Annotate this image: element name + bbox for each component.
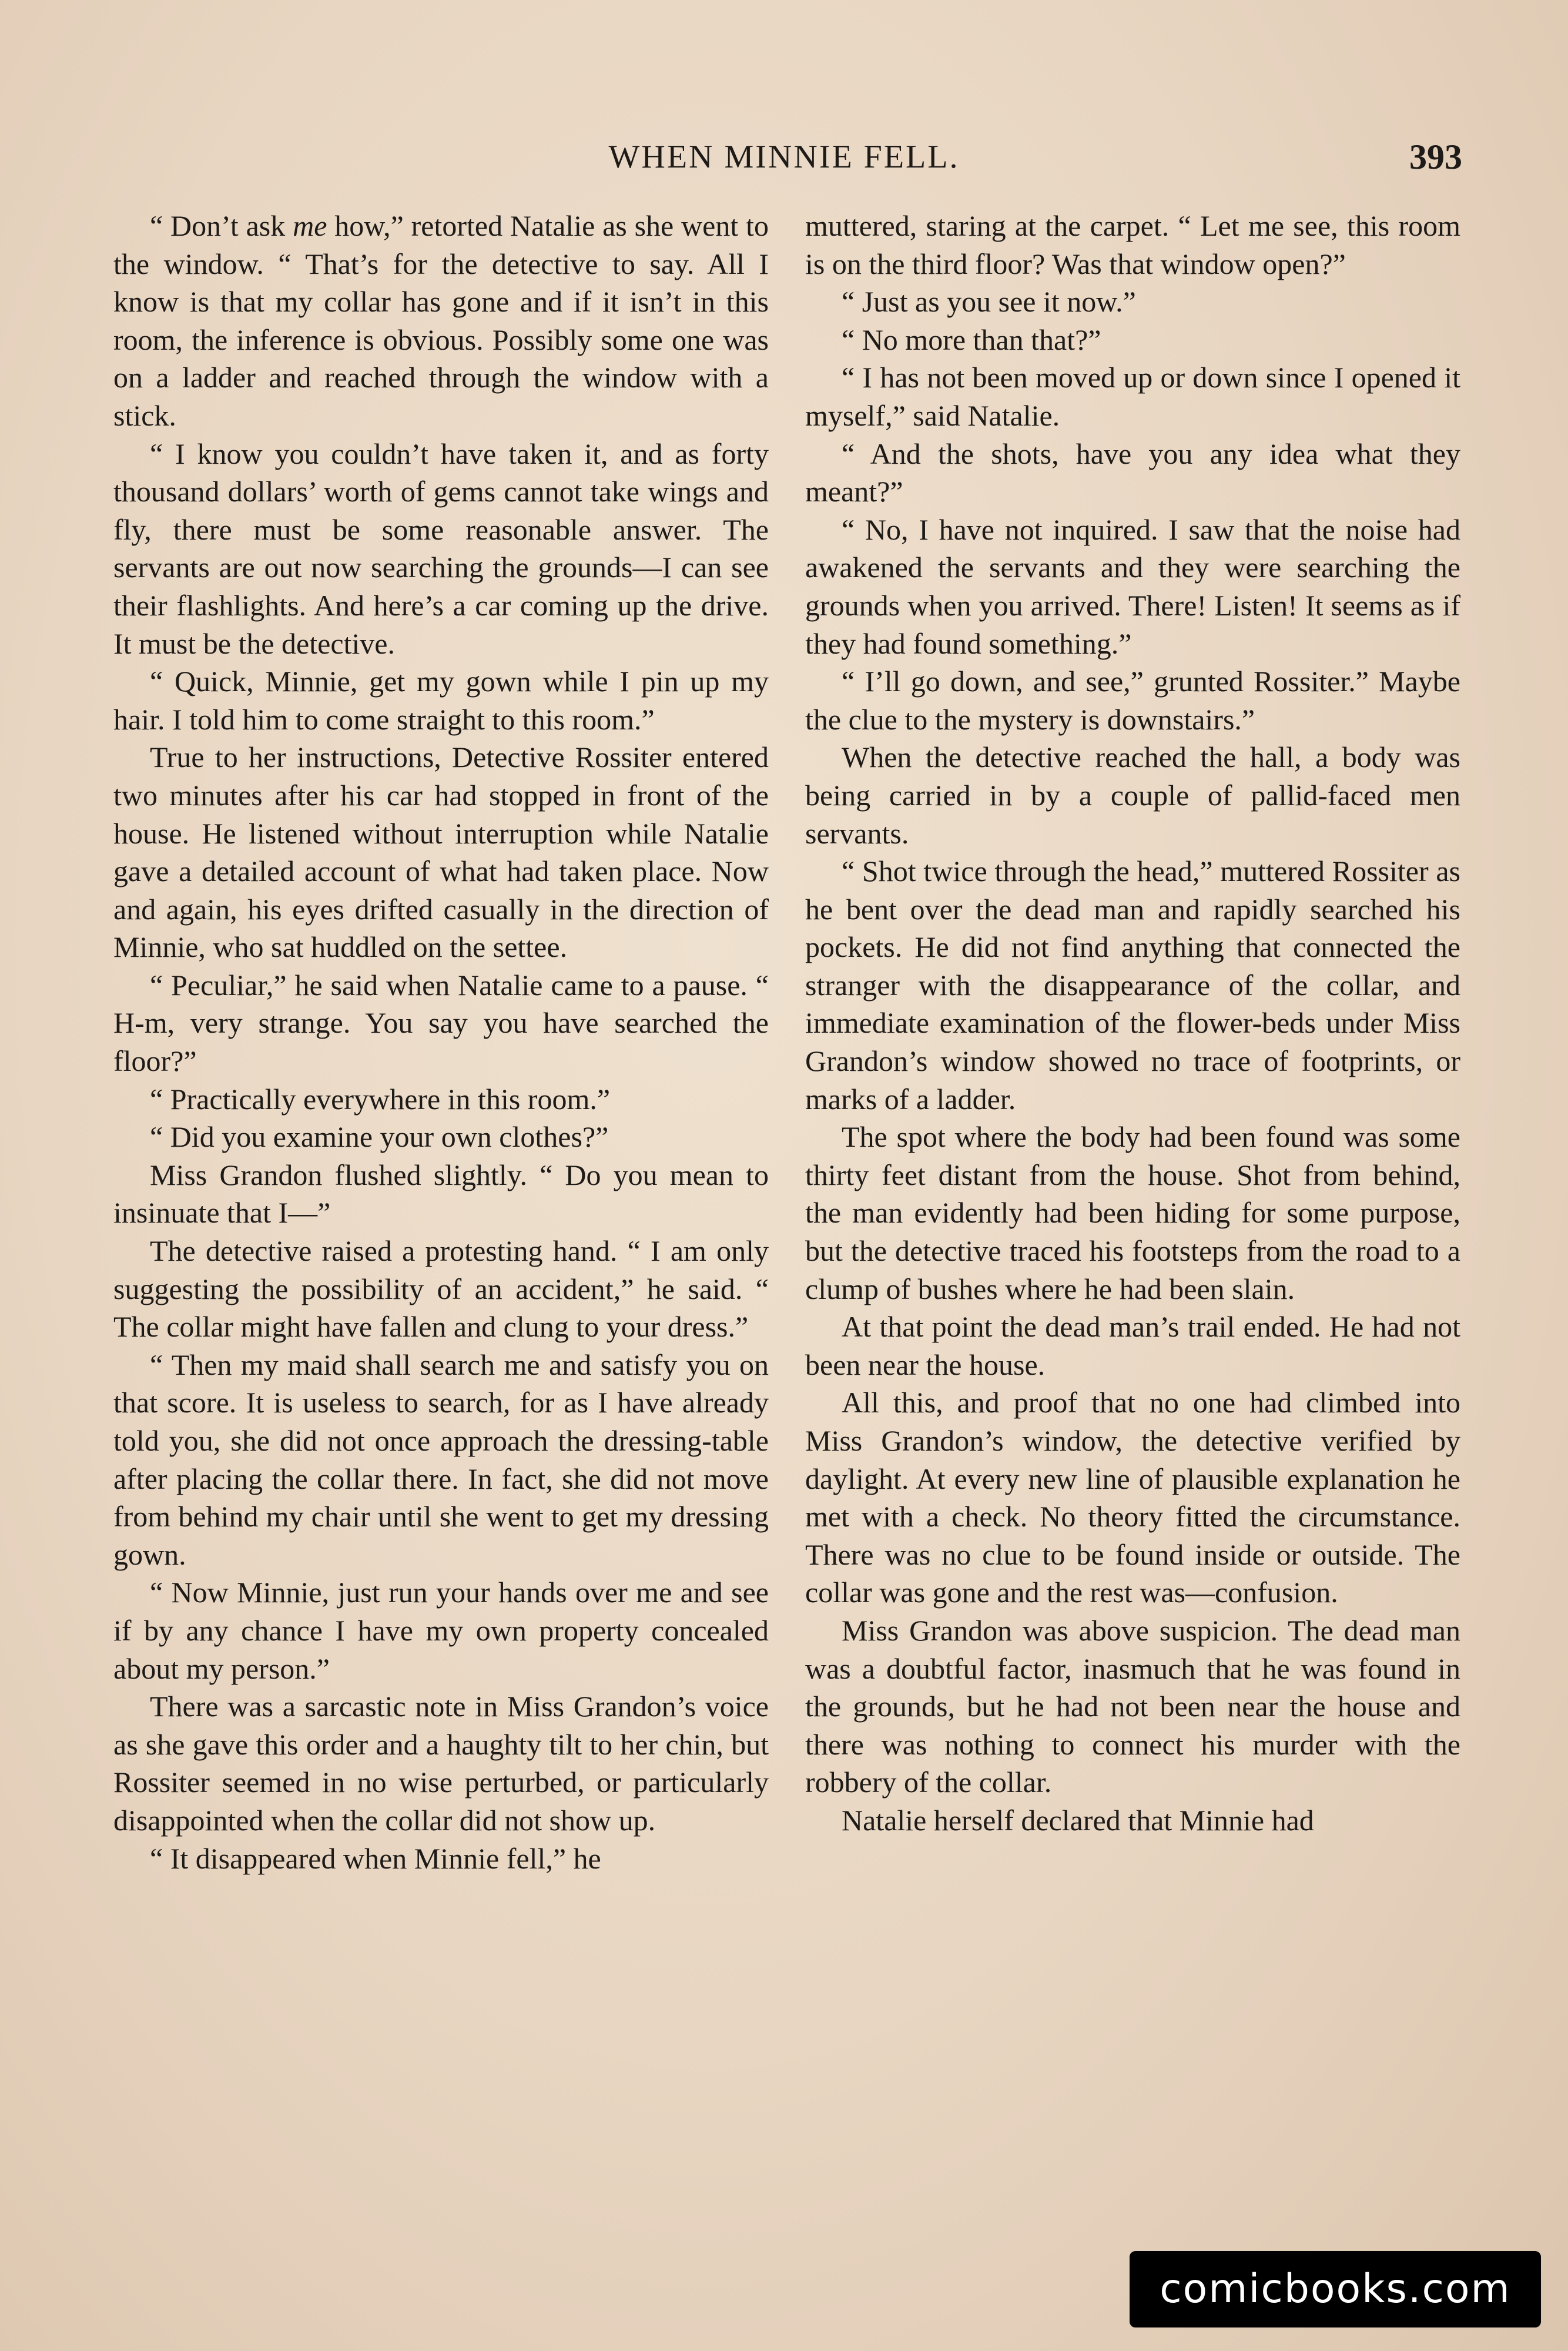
running-head <box>0 130 1568 183</box>
paragraph: “ Did you examine your own clothes?” <box>150 1120 609 1154</box>
site-watermark <box>1130 2251 1541 2327</box>
paragraph: “ I has not been moved up or down since I opened it myself,” said Natalie. <box>805 361 1460 432</box>
paragraph: Miss Grandon flushed slightly. “ Do you mean to insinuate that I—” <box>113 1158 769 1230</box>
paragraph: Miss Grandon was above suspicion. The dead man was a doubtful factor, inasmuch that he was found in the grounds, but he had not been near the house and there was nothing to connect his murder with the robbery of the collar. <box>805 1613 1460 1799</box>
paragraph: “ Peculiar,” he said when Natalie came to a pause. “ H-m, very strange. You say you have searched the floor?” <box>113 968 769 1078</box>
paragraph: “ I know you couldn’t have taken it, and as forty thousand dollars’ worth of gems cannot take wings and fly, there must be some reasonable answer. The servants are out now searching the grounds—I can see their flashlights. And here’s a car coming up the drive. It must be the detective. <box>113 437 769 660</box>
paragraph: “ Just as you see it now.” <box>842 285 1136 319</box>
paragraph: muttered, staring at the carpet. “ Let me see, this room is on the third floor? Was that window open?” <box>805 209 1460 280</box>
paragraph: “ Now Minnie, just run your hands over me and see if by any chance I have my own property concealed about my person.” <box>113 1576 769 1685</box>
watermark-text: comicbooks.com <box>1160 2266 1511 2312</box>
text-column-left <box>113 207 769 1877</box>
paragraph: The spot where the body had been found was some thirty feet distant from the house. Shot from behind, the man evidently had been hiding for some purpose, but the detective traced his footsteps from the road to a clump of bushes where he had been slain. <box>805 1120 1460 1305</box>
text-column-right <box>805 207 1460 1840</box>
running-title: WHEN MINNIE FELL. <box>608 139 960 175</box>
paragraph: True to her instructions, Detective Rossiter entered two minutes after his car had stopped in front of the house. He listened without interruption while Natalie gave a detailed account of what had taken place. Now and again, his eyes drifted casually in the direction of Minnie, who sat huddled on the settee. <box>113 741 769 964</box>
paragraph: “ And the shots, have you any idea what they meant?” <box>805 437 1460 508</box>
paragraph: “ Quick, Minnie, get my gown while I pin up my hair. I told him to come straight to this room.” <box>113 665 769 736</box>
paragraph: “ Practically everywhere in this room.” <box>150 1082 611 1116</box>
paragraph: Natalie herself declared that Minnie had <box>842 1803 1314 1837</box>
paragraph: All this, and proof that no one had climbed into Miss Grandon’s window, the detective verified by daylight. At every new line of plausible explanation he met with a check. No theory fitted the circumstance. There was no clue to be found inside or outside. The collar was gone and the rest was—confusion. <box>805 1386 1460 1609</box>
paragraph: When the detective reached the hall, a body was being carried in by a couple of pallid-faced men servants. <box>805 741 1460 850</box>
paragraph: “ No, I have not inquired. I saw that the noise had awakened the servants and they were searching the grounds when you arrived. There! Listen! It seems as if they had found something.” <box>805 513 1460 660</box>
paragraph: There was a sarcastic note in Miss Grandon’s voice as she gave this order and a haughty tilt to her chin, but Rossiter seemed in no wise perturbed, or particularly disappointed when the collar did not show up. <box>113 1690 769 1837</box>
paragraph: “ Then my maid shall search me and satisfy you on that score. It is useless to search, for as I have already told you, she did not once approach the dressing-table after placing the collar there. In fact, she did not move from behind my chair until she went to get my dressing gown. <box>113 1348 769 1571</box>
paragraph: “ I’ll go down, and see,” grunted Rossiter.” Maybe the clue to the mystery is downstairs.” <box>805 665 1460 736</box>
paragraph: “ It disappeared when Minnie fell,” he <box>150 1841 601 1875</box>
paragraph: The detective raised a protesting hand. “ I am only suggesting the possibility of an accident,” he said. “ The collar might have fallen and clung to your dress.” <box>113 1234 769 1344</box>
paragraph: “ Don’t ask me how,” retorted Natalie as she went to the window. “ That’s for the detective to say. All I know is that my collar has gone and if it isn’t in this room, the inference is obvious. Possibly some one was on a ladder and reached through the window with a stick. <box>113 209 769 432</box>
paragraph: “ No more than that?” <box>842 323 1101 356</box>
page-number: 393 <box>1409 138 1462 176</box>
paragraph: “ Shot twice through the head,” muttered Rossiter as he bent over the dead man and rapidly searched his pockets. He did not find anything that connected the stranger with the disappearance of the collar, and immediate examination of the flower-beds under Miss Grandon’s window showed no trace of footprints, or marks of a ladder. <box>805 855 1460 1116</box>
paragraph: At that point the dead man’s trail ended. He had not been near the house. <box>805 1310 1460 1381</box>
